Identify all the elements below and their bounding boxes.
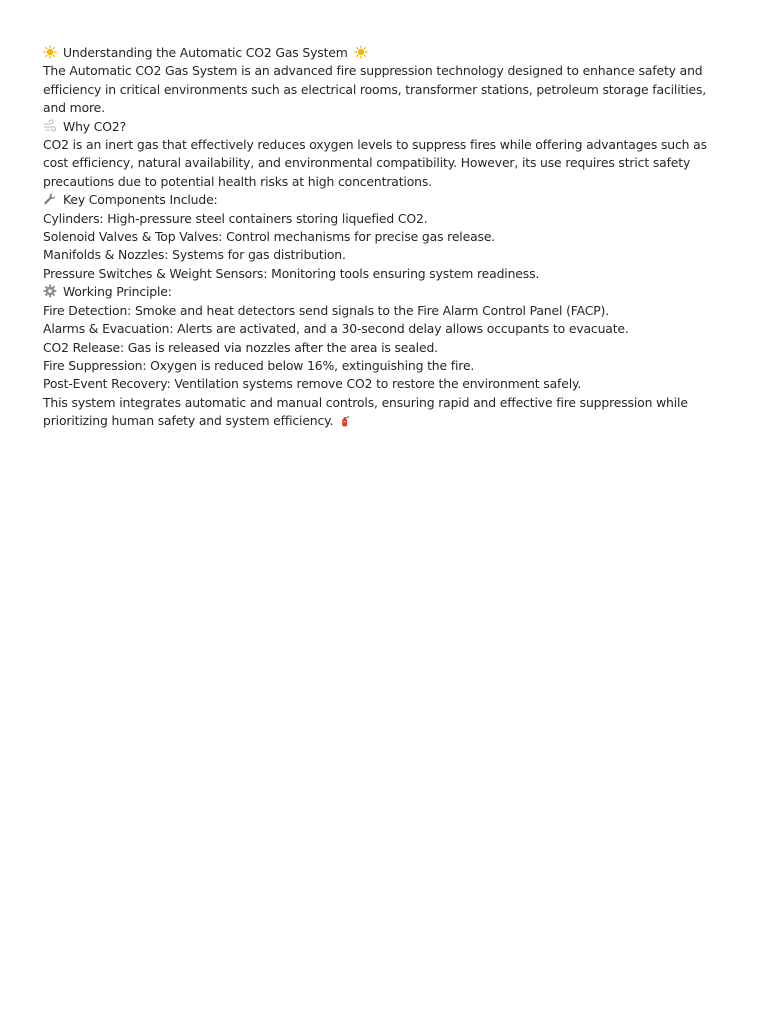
wind-icon (43, 119, 57, 133)
sun-icon (43, 45, 57, 59)
wrench-icon (43, 192, 57, 206)
intro-paragraph: The Automatic CO2 Gas System is an advanced fire suppression technology designed to enhance safety and efficiency in critical environments such as electrical rooms, transformer stations, petroleum storage facilities, and more. (43, 63, 707, 116)
gear-icon (43, 284, 57, 298)
list-item: Fire Detection: Smoke and heat detectors send signals to the Fire Alarm Control Panel (FACP). (43, 302, 609, 318)
list-item: Fire Suppression: Oxygen is reduced below 16%, extinguishing the fire. (43, 357, 475, 373)
fire-extinguisher-icon (339, 415, 351, 427)
document-title (43, 44, 728, 62)
title-text: Understanding the Automatic CO2 Gas System (63, 45, 348, 60)
why-co2-heading-text: Why CO2? (63, 118, 127, 134)
document-body (43, 44, 728, 431)
working-principle-heading-text: Working Principle: (63, 284, 172, 300)
sun-icon (354, 45, 368, 59)
closing-paragraph (43, 394, 728, 431)
list-item: Alarms & Evacuation: Alerts are activated, and a 30-second delay allows occupants to evacuate. (43, 321, 629, 337)
why-co2-paragraph: CO2 is an inert gas that effectively reduces oxygen levels to suppress fires while offering advantages such as cost efficiency, natural availability, and environmental compatibility. However, its use requires strict safety precautions due to potential health risks at high concentrations. (43, 137, 707, 189)
list-item: Post-Event Recovery: Ventilation systems remove CO2 to restore the environment safely. (43, 376, 582, 392)
closing-text: This system integrates automatic and manual controls, ensuring rapid and effective fire suppression while prioritizing human safety and system efficiency. (43, 394, 688, 429)
components-heading (43, 191, 728, 209)
list-item: Manifolds & Nozzles: Systems for gas distribution. (43, 247, 346, 263)
working-principle-heading (43, 283, 728, 301)
why-co2-heading (43, 118, 728, 136)
list-item: Pressure Switches & Weight Sensors: Monitoring tools ensuring system readiness. (43, 265, 540, 281)
components-heading-text: Key Components Include: (63, 192, 218, 208)
list-item: Cylinders: High-pressure steel containers storing liquefied CO2. (43, 210, 428, 226)
list-item: CO2 Release: Gas is released via nozzles after the area is sealed. (43, 339, 438, 355)
list-item: Solenoid Valves & Top Valves: Control mechanisms for precise gas release. (43, 229, 496, 245)
